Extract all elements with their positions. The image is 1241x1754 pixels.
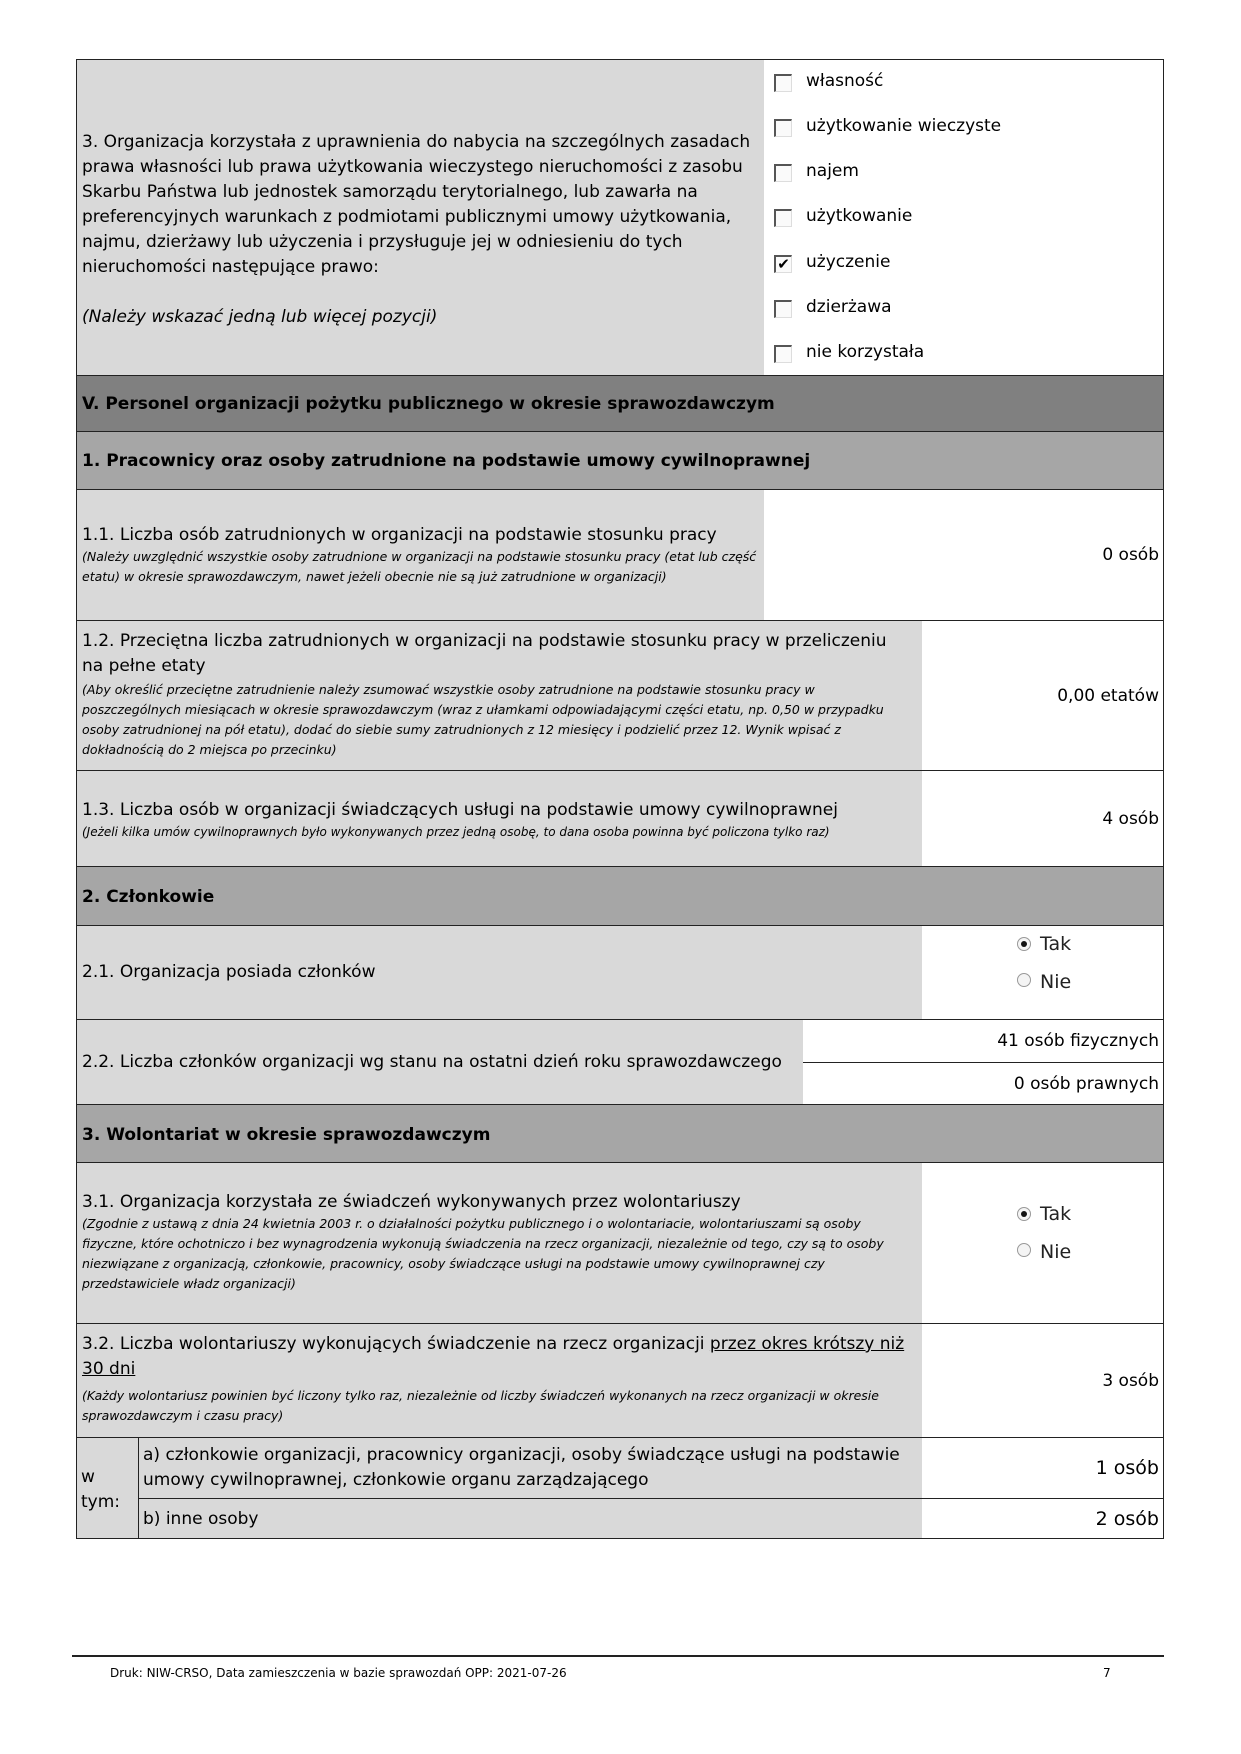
q1-2-value-text: 0,00 etatów xyxy=(1057,685,1159,706)
breakdown-a-value xyxy=(922,1437,1164,1499)
q3-2-label-cell xyxy=(76,1323,923,1438)
q1-3-label-cell xyxy=(76,770,923,867)
checkbox-icon[interactable] xyxy=(774,164,792,182)
q3-2-note: (Każdy wolontariusz powinien być liczony tylko raz, niezależnie od liczby świadczeń wykonanych na rzecz organizacji w okresie sprawozdawczym i czasu pracy) xyxy=(82,1388,879,1423)
breakdown-a-value-text: 1 osób xyxy=(1095,1457,1159,1479)
radio-label: Tak xyxy=(1040,1203,1072,1225)
checkbox-label: dzierżawa xyxy=(806,297,892,317)
checkbox-label: użytkowanie wieczyste xyxy=(806,116,1002,136)
radio-label: Nie xyxy=(1040,1241,1072,1263)
volunteering-title: 3. Wolontariat w okresie sprawozdawczym xyxy=(82,1125,491,1145)
q1-3-value-text: 4 osób xyxy=(1102,808,1159,829)
breakdown-b-label: b) inne osoby xyxy=(143,1509,259,1529)
radio-unselected-icon[interactable] xyxy=(1017,973,1031,987)
natural-persons-text: 41 osób fizycznych xyxy=(997,1031,1159,1051)
legal-persons-text: 0 osób prawnych xyxy=(1013,1073,1159,1094)
breakdown-label: w tym: xyxy=(81,1467,121,1512)
q3-1-label: 3.1. Organizacja korzystała ze świadczeń wykonywanych przez wolontariuszy xyxy=(82,1192,741,1212)
footer-rule xyxy=(72,1655,1164,1657)
checkbox-label: użytkowanie xyxy=(806,206,913,226)
q3-2-label-underlined: przez okres krótszy niż 30 dni xyxy=(82,1334,905,1379)
q1-1-label-cell xyxy=(76,489,765,621)
checkbox-icon[interactable] xyxy=(774,74,792,92)
checkbox-label: użyczenie xyxy=(806,252,891,272)
q1-2-label: 1.2. Przeciętna liczba zatrudnionych w organizacji na podstawie stosunku pracy w przeliczeniu na pełne etaty xyxy=(82,631,887,676)
q2-1-label-cell xyxy=(76,925,923,1020)
checkbox-icon[interactable] xyxy=(774,119,792,137)
members-title: 2. Członkowie xyxy=(82,887,215,907)
volunteering-header xyxy=(76,1104,1164,1163)
checkbox-label: najem xyxy=(806,161,859,181)
q3-2-value xyxy=(922,1323,1164,1438)
breakdown-b-value xyxy=(922,1498,1164,1539)
employees-title: 1. Pracownicy oraz osoby zatrudnione na podstawie umowy cywilnoprawnej xyxy=(82,451,811,471)
members-header xyxy=(76,866,1164,926)
checkbox-checked-icon[interactable]: ✔ xyxy=(774,255,792,273)
checkbox-label: własność xyxy=(806,71,884,91)
checkbox-icon[interactable] xyxy=(774,209,792,227)
q1-2-label-cell xyxy=(76,620,923,771)
checkbox-icon[interactable] xyxy=(774,300,792,318)
q1-1-value-text: 0 osób xyxy=(1102,545,1159,565)
checkbox-label: nie korzystała xyxy=(806,342,925,362)
section-v-header xyxy=(76,375,1164,432)
q2-2-natural-persons-value xyxy=(803,1019,1164,1063)
radio-label: Tak xyxy=(1040,933,1072,955)
q1-1-value xyxy=(764,489,1164,621)
radio-label: Nie xyxy=(1040,971,1072,993)
q2-2-label: 2.2. Liczba członków organizacji wg stanu na ostatni dzień roku sprawozdawczego xyxy=(82,1052,782,1072)
q1-3-label: 1.3. Liczba osób w organizacji świadczących usługi na podstawie umowy cywilnoprawnej xyxy=(82,800,838,820)
breakdown-b-label-cell xyxy=(138,1498,923,1539)
q2-1-label: 2.1. Organizacja posiada członków xyxy=(82,962,376,982)
q3-2-label-prefix: 3.2. Liczba wolontariuszy wykonujących świadczenie na rzecz organizacji xyxy=(82,1334,710,1354)
q1-2-note: (Aby określić przeciętne zatrudnienie należy zsumować wszystkie osoby zatrudnione na podstawie stosunku pracy w poszczególnych miesiącach w okresie sprawozdawczym (wraz z ułamkami odpowiadającymi części etatu, np. 0,50 w przypadku osoby zatrudnionej na pół etatu), dodać do siebie sumy zatrudnionych z 12 miesięcy i podzielić przez 12. Wynik wpisać z dokładnością do 2 miejsca po przecinku) xyxy=(82,682,884,757)
q3-1-note: (Zgodnie z ustawą z dnia 24 kwietnia 2003 r. o działalności pożytku publicznego i o wolontariacie, wolontariuszami są osoby fizyczne, które ochotniczo i bez wynagrodzenia wykonują świadczenia na rzecz organizacji, niezależnie od tego, czy są to osoby niezwiązane z organizacją, członkowie, pracownicy, osoby świadczące usługi na podstawie umowy cywilnoprawnej czy przedstawiciele władz organizacji) xyxy=(82,1216,884,1291)
q1-2-value xyxy=(922,620,1164,771)
q1-1-note: (Należy uwzględnić wszystkie osoby zatrudnione w organizacji na podstawie stosunku pracy (etat lub część etatu) w okresie sprawozdawczym, nawet jeżeli obecnie nie są już zatrudnione w organizacji) xyxy=(82,549,757,584)
q3-2-value-text: 3 osób xyxy=(1102,1370,1159,1391)
property-question: 3. Organizacja korzystała z uprawnienia do nabycia na szczególnych zasadach prawa własności lub prawa użytkowania wieczystego nieruchomości z zasobu Skarbu Państwa lub jednostek samorządu terytorialnego, lub zawarła na preferencyjnych warunkach z podmiotami publicznymi umowy użytkowania, najmu, dzierżawy lub użyczenia i przysługuje jej w odniesieniu do tych nieruchomości następujące prawo: xyxy=(82,132,751,277)
q3-2-label xyxy=(82,1332,912,1382)
q2-2-legal-persons-value xyxy=(803,1062,1164,1105)
q1-1-label: 1.1. Liczba osób zatrudnionych w organizacji na podstawie stosunku pracy xyxy=(82,525,717,545)
breakdown-label-cell xyxy=(76,1437,139,1539)
breakdown-a-label-cell xyxy=(138,1437,923,1499)
radio-selected-icon[interactable] xyxy=(1017,937,1031,951)
q1-3-value xyxy=(922,770,1164,867)
section-v-title: V. Personel organizacji pożytku publicznego w okresie sprawozdawczym xyxy=(82,394,775,414)
property-note: (Należy wskazać jedną lub więcej pozycji) xyxy=(82,307,438,327)
employees-header xyxy=(76,431,1164,490)
footer-text: Druk: NIW-CRSO, Data zamieszczenia w bazie sprawozdań OPP: 2021-07-26 xyxy=(110,1666,567,1680)
q1-3-note: (Jeżeli kilka umów cywilnoprawnych było wykonywanych przez jedną osobę, to dana osoba powinna być policzona tylko raz) xyxy=(82,825,830,839)
breakdown-b-value-text: 2 osób xyxy=(1095,1507,1159,1530)
property-question-cell xyxy=(76,59,765,376)
page-number: 7 xyxy=(1103,1666,1111,1680)
breakdown-a-label: a) członkowie organizacji, pracownicy organizacji, osoby świadczące usługi na podstawie umowy cywilnoprawnej, członkowie organu zarządzającego xyxy=(143,1445,900,1490)
radio-selected-icon[interactable] xyxy=(1017,1207,1031,1221)
radio-unselected-icon[interactable] xyxy=(1017,1243,1031,1257)
q3-1-label-cell xyxy=(76,1162,923,1324)
q2-2-label-cell xyxy=(76,1019,804,1105)
checkbox-icon[interactable] xyxy=(774,345,792,363)
